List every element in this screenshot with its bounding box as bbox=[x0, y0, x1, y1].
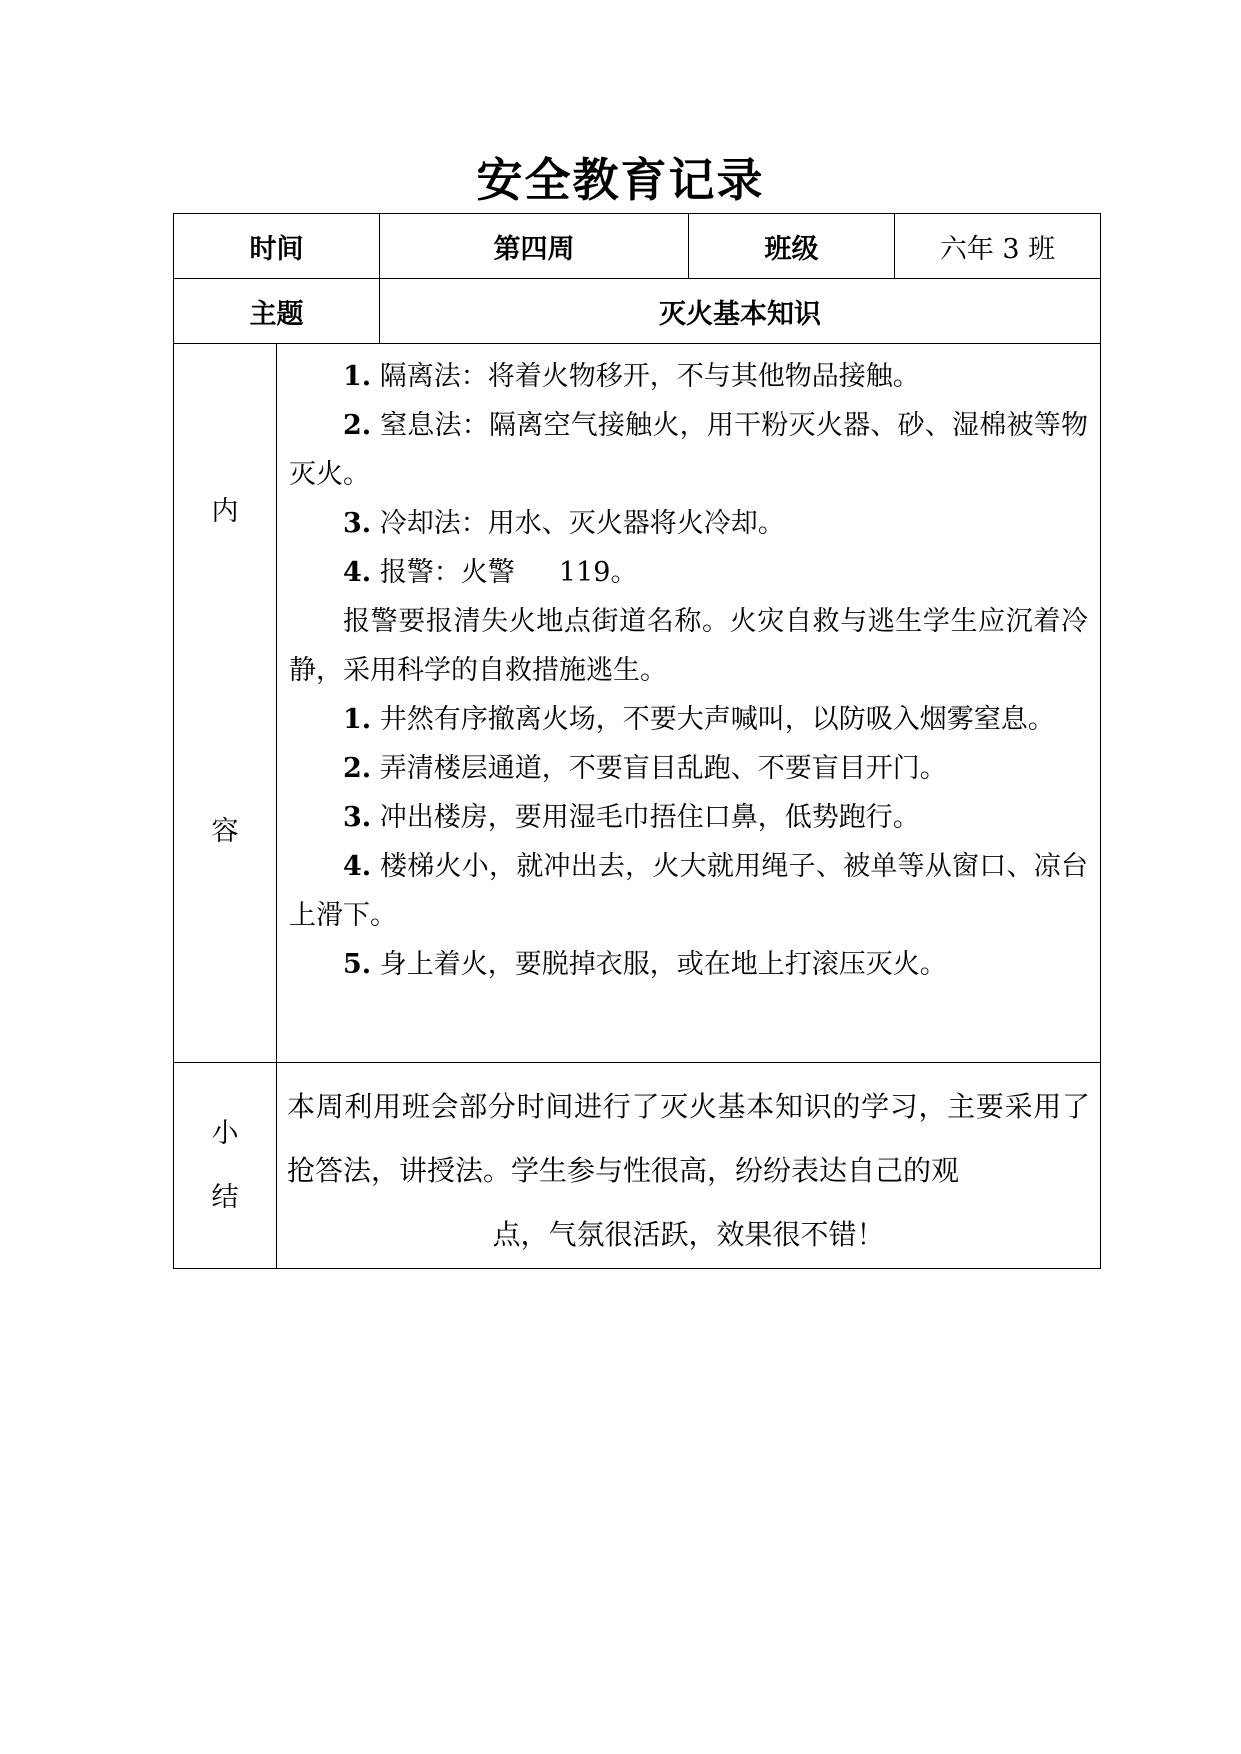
content-paragraph-2: 2. 窒息法：隔离空气接触火，用干粉灭火器、砂、湿棉被等物灭火。 bbox=[289, 410, 1088, 490]
class-label: 班级 bbox=[689, 214, 895, 279]
topic-label: 主题 bbox=[174, 279, 380, 344]
content-row bbox=[174, 344, 1101, 1063]
summary-label-top: 小 bbox=[211, 1118, 239, 1149]
content-paragraph-4: 4. 报警：火警 119。 bbox=[343, 557, 638, 588]
summary-body bbox=[277, 1063, 1101, 1269]
class-value: 六年 3 班 bbox=[895, 214, 1101, 279]
content-paragraph-3: 3. 冷却法：用水、灭火器将火冷却。 bbox=[343, 508, 785, 539]
content-paragraph-10: 5. 身上着火，要脱掉衣服，或在地上打滚压灭火。 bbox=[343, 949, 947, 980]
summary-row bbox=[174, 1063, 1101, 1269]
summary-text bbox=[287, 1075, 1090, 1267]
time-label: 时间 bbox=[174, 214, 380, 279]
content-paragraph-7: 2. 弄清楼层通道，不要盲目乱跑、不要盲目开门。 bbox=[343, 753, 947, 784]
topic-row bbox=[174, 279, 1101, 344]
summary-label-cell bbox=[174, 1063, 277, 1269]
topic-value: 灭火基本知识 bbox=[380, 279, 1101, 344]
content-paragraph-9: 4. 楼梯火小，就冲出去，火大就用绳子、被单等从窗口、凉台上滑下。 bbox=[289, 851, 1088, 931]
document-title: 安全教育记录 bbox=[476, 153, 765, 207]
time-value: 第四周 bbox=[380, 214, 689, 279]
record-table bbox=[173, 213, 1101, 1269]
summary-text-last: 点，气氛很活跃，效果很不错！ bbox=[492, 1218, 885, 1251]
content-paragraph-6: 1. 井然有序撤离火场，不要大声喊叫，以防吸入烟雾窒息。 bbox=[343, 704, 1055, 735]
content-body bbox=[277, 344, 1101, 1063]
content-paragraph-8: 3. 冲出楼房，要用湿毛巾捂住口鼻，低势跑行。 bbox=[343, 802, 920, 833]
header-row bbox=[174, 214, 1101, 279]
summary-label-bottom: 结 bbox=[211, 1182, 239, 1213]
summary-text-main: 本周利用班会部分时间进行了灭火基本知识的学习，主要采用了抢答法，讲授法。学生参与性很高，纷纷表达自己的观 bbox=[287, 1090, 1090, 1187]
content-paragraph-1: 1. 隔离法：将着火物移开，不与其他物品接触。 bbox=[343, 361, 920, 392]
content-paragraph-5: 报警要报清失火地点街道名称。火灾自救与逃生学生应沉着冷静，采用科学的自救措施逃生。 bbox=[289, 606, 1088, 686]
content-label-top: 内 bbox=[211, 496, 239, 527]
content-label-cell bbox=[174, 344, 277, 1063]
content-label-bottom: 容 bbox=[211, 816, 239, 847]
